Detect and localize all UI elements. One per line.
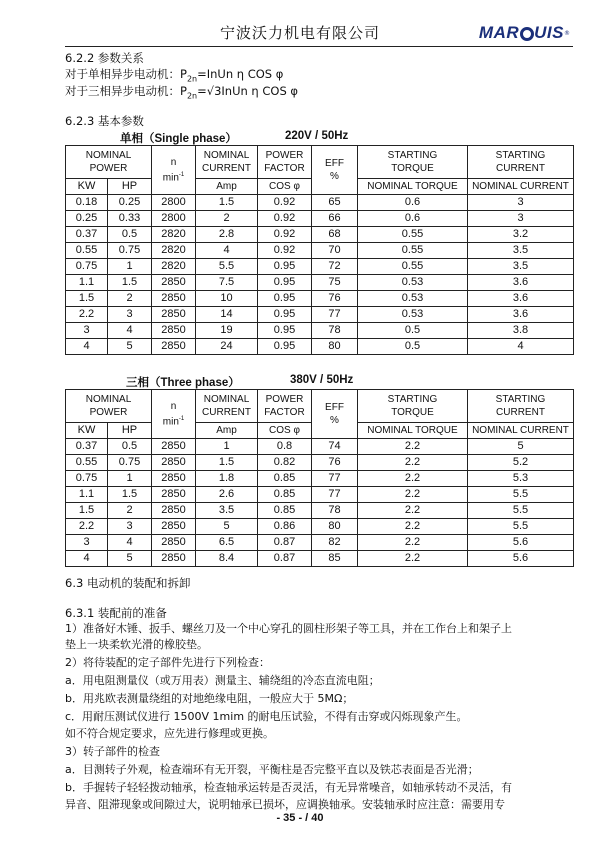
table-cell: 0.75 [66,471,108,487]
header-nominal-power: NOMINAL POWER [66,146,152,179]
table-cell: 1.5 [196,455,258,471]
table-cell: 77 [312,471,358,487]
table-cell: 0.75 [108,243,152,259]
table-row [66,259,574,275]
header-cos: COS φ [258,179,312,195]
table-cell: 0.37 [66,227,108,243]
single-phase-caption: 单相（Single phase） [120,133,237,145]
table-cell: 3.6 [468,291,574,307]
section-631-heading: 6.3.1 装配前的准备 [65,606,167,620]
table-cell: 0.6 [358,211,468,227]
table-cell: 1 [108,259,152,275]
page-number: - 35 - / 40 [276,812,324,824]
table-cell: 2 [196,211,258,227]
header-amp: Amp [196,423,258,439]
table-cell: 1.5 [196,195,258,211]
single-phase-table [65,145,574,355]
table-cell: 4 [108,535,152,551]
table-cell: 0.53 [358,307,468,323]
table-cell: 0.55 [358,227,468,243]
table-cell: 0.53 [358,275,468,291]
table-cell: 0.86 [258,519,312,535]
table-row [66,551,574,567]
paragraph-line: b．手握转子轻轻拨动轴承，检查轴承运转是否灵活，有无异常噪音，如轴承转动不灵活，有 [65,781,512,794]
table-cell: 3 [468,195,574,211]
table-cell: 78 [312,503,358,519]
table-cell: 3.5 [468,259,574,275]
three-phase-table [65,389,574,567]
table-cell: 1.8 [196,471,258,487]
table-cell: 0.82 [258,455,312,471]
header-hp: HP [108,423,152,439]
paragraph-line: b．用兆欧表测量绕组的对地绝缘电阻，一般应大于 5MΩ； [65,692,354,705]
table-row [66,455,574,471]
table-cell: 2.2 [358,535,468,551]
table-cell: 75 [312,275,358,291]
table-cell: 2.2 [358,471,468,487]
table-row [66,243,574,259]
table-cell: 2.2 [358,551,468,567]
table-cell: 0.55 [358,259,468,275]
header-eff: EFF % [312,146,358,195]
table-cell: 0.25 [66,211,108,227]
table-cell: 76 [312,455,358,471]
table-cell: 2820 [152,243,196,259]
table-row [66,339,574,355]
table-cell: 5.2 [468,455,574,471]
table-cell: 3.2 [468,227,574,243]
table-cell: 5.6 [468,535,574,551]
header-amp: Amp [196,179,258,195]
table-cell: 2820 [152,259,196,275]
table-row [66,211,574,227]
paragraph-line: 异音、阻滞现象或间隙过大，说明轴承已损坏，应调换轴承。安装轴承时应注意：需要用专 [65,798,505,811]
table-cell: 0.87 [258,535,312,551]
table-cell: 3.6 [468,275,574,291]
table-cell: 2.2 [358,503,468,519]
header-starting-torque: STARTING TORQUE [358,146,468,179]
table-row [66,307,574,323]
table-cell: 5.6 [468,551,574,567]
table-cell: 0.55 [66,243,108,259]
table-cell: 3.5 [196,503,258,519]
table-cell: 0.75 [108,455,152,471]
header-nominal-current: NOMINAL CURRENT [196,390,258,423]
table-cell: 4 [66,551,108,567]
table-cell: 2850 [152,307,196,323]
table-cell: 70 [312,243,358,259]
table-cell: 72 [312,259,358,275]
table-cell: 24 [196,339,258,355]
table-cell: 0.75 [66,259,108,275]
table-cell: 0.85 [258,503,312,519]
table-cell: 0.25 [108,195,152,211]
header-power-factor: POWER FACTOR [258,146,312,179]
table-row [66,195,574,211]
table-cell: 5.5 [468,519,574,535]
table-cell: 3.8 [468,323,574,339]
table-cell: 2850 [152,275,196,291]
table-cell: 2850 [152,439,196,455]
table-cell: 1.5 [108,487,152,503]
header-kw: KW [66,179,108,195]
header-nominal-power: NOMINAL POWER [66,390,152,423]
paragraph-line: 如不符合规定要求，应先进行修理或更换。 [65,727,274,740]
table-cell: 0.92 [258,195,312,211]
table-cell: 14 [196,307,258,323]
table-row [66,291,574,307]
table-row [66,227,574,243]
table-cell: 0.5 [108,227,152,243]
table-cell: 5.5 [468,487,574,503]
table-cell: 10 [196,291,258,307]
table-cell: 1 [196,439,258,455]
table-cell: 0.55 [66,455,108,471]
table-cell: 0.85 [258,471,312,487]
header-nominal-torque: NOMINAL TORQUE [358,423,468,439]
table-cell: 0.95 [258,275,312,291]
table-row [66,535,574,551]
table-cell: 2820 [152,227,196,243]
table-cell: 0.95 [258,291,312,307]
single-phase-formula: 对于单相异步电动机：$P_{2n}=InUn$ η COS φ [65,67,284,84]
table-cell: 2 [108,503,152,519]
table-row [66,323,574,339]
table-cell: 0.92 [258,243,312,259]
table-row [66,439,574,455]
table-cell: 5.5 [196,259,258,275]
single-phase-voltage: 220V / 50Hz [285,130,349,142]
table-cell: 4 [66,339,108,355]
header-speed: n $\min^{-1}$ [152,146,196,195]
table-cell: 0.95 [258,307,312,323]
header-kw: KW [66,423,108,439]
table-cell: 80 [312,339,358,355]
section-623-heading: 6.2.3 基本参数 [65,114,144,128]
table-cell: 2850 [152,503,196,519]
table-cell: 78 [312,323,358,339]
table-cell: 68 [312,227,358,243]
table-cell: 4 [468,339,574,355]
table-cell: 0.87 [258,551,312,567]
three-phase-voltage: 380V / 50Hz [290,374,354,386]
table-cell: 2.2 [358,455,468,471]
table-cell: 8.4 [196,551,258,567]
table-cell: 3 [108,519,152,535]
header-nominal-torque: NOMINAL TORQUE [358,179,468,195]
table-cell: 0.5 [108,439,152,455]
three-phase-formula: 对于三相异步电动机：$P_{2n}=√3InUn$ η COS φ [65,84,298,101]
table-cell: 5 [196,519,258,535]
table-row [66,503,574,519]
table-cell: 2800 [152,195,196,211]
table-cell: 0.92 [258,227,312,243]
header-speed: n $\min^{-1}$ [152,390,196,439]
header-nominal-current-sub: NOMINAL CURRENT [468,423,574,439]
paragraph-line: 垫上一块柔软光滑的橡胶垫。 [65,638,208,651]
paragraph-line: a．用电阻测量仪（或万用表）测量主、辅绕组的冷态直流电阻； [65,674,380,687]
table-cell: 5 [108,551,152,567]
header-starting-torque: STARTING TORQUE [358,390,468,423]
table-cell: 0.95 [258,259,312,275]
table-cell: 1 [108,471,152,487]
table-cell: 3.6 [468,307,574,323]
table-cell: 3 [66,535,108,551]
table-cell: 1.5 [66,291,108,307]
table-cell: 0.18 [66,195,108,211]
table-cell: 3 [108,307,152,323]
table-cell: 2850 [152,519,196,535]
paragraph-line: a．目测转子外观，检查端环有无开裂，平衡柱是否完整平直以及铁芯表面是否光滑； [65,763,479,776]
header-nominal-current-sub: NOMINAL CURRENT [468,179,574,195]
header-nominal-current: NOMINAL CURRENT [196,146,258,179]
table-cell: 5.3 [468,471,574,487]
table-cell: 2.2 [358,519,468,535]
table-cell: 2850 [152,471,196,487]
paragraph-line: 2）将待装配的定子部件先进行下列检查： [65,656,270,669]
table-cell: 2800 [152,211,196,227]
table-cell: 76 [312,291,358,307]
table-cell: 65 [312,195,358,211]
table-cell: 1.1 [66,487,108,503]
table-row [66,275,574,291]
table-row [66,519,574,535]
three-phase-caption: 三相（Three phase） [126,377,240,389]
table-cell: 3.5 [468,243,574,259]
table-cell: 77 [312,307,358,323]
table-cell: 0.95 [258,323,312,339]
section-63-heading: 6.3 电动机的装配和拆卸 [65,576,191,590]
table-cell: 0.33 [108,211,152,227]
table-row [66,471,574,487]
table-cell: 80 [312,519,358,535]
table-cell: 5 [468,439,574,455]
table-cell: 19 [196,323,258,339]
table-cell: 0.85 [258,487,312,503]
table-cell: 0.95 [258,339,312,355]
table-cell: 1.1 [66,275,108,291]
header-eff: EFF % [312,390,358,439]
table-cell: 2850 [152,455,196,471]
table-cell: 0.53 [358,291,468,307]
table-cell: 2 [108,291,152,307]
paragraph-line: c．用耐压测试仪进行 1500V 1mim 的耐电压试验，不得有击穿或闪烁现象产生。 [65,710,468,723]
table-cell: 77 [312,487,358,503]
table-cell: 66 [312,211,358,227]
table-cell: 5.5 [468,503,574,519]
table-cell: 4 [108,323,152,339]
paragraph-line: 1）准备好木锤、扳手、螺丝刀及一个中心穿孔的圆柱形架子等工具，并在工作台上和架子上 [65,622,512,635]
table-cell: 0.92 [258,211,312,227]
section-622-heading: 6.2.2 参数关系 [65,51,144,65]
table-cell: 85 [312,551,358,567]
table-cell: 1.5 [66,503,108,519]
table-cell: 2.2 [66,519,108,535]
company-title: 宁波沃力机电有限公司 [219,24,380,42]
table-cell: 0.37 [66,439,108,455]
table-cell: 2850 [152,551,196,567]
table-cell: 2850 [152,535,196,551]
table-cell: 2850 [152,291,196,307]
table-cell: 2.8 [196,227,258,243]
header-starting-current: STARTING CURRENT [468,146,574,179]
header-power-factor: POWER FACTOR [258,390,312,423]
header-cos: COS φ [258,423,312,439]
header-starting-current: STARTING CURRENT [468,390,574,423]
table-cell: 0.55 [358,243,468,259]
header-hp: HP [108,179,152,195]
table-cell: 2.6 [196,487,258,503]
table-cell: 2850 [152,323,196,339]
logo-ring-icon [520,27,534,41]
table-cell: 2.2 [66,307,108,323]
marquis-logo: M A R UIS ® [478,23,570,42]
table-cell: 1.5 [108,275,152,291]
table-cell: 2850 [152,339,196,355]
table-cell: 5 [108,339,152,355]
table-cell: 0.5 [358,339,468,355]
table-cell: 74 [312,439,358,455]
table-cell: 4 [196,243,258,259]
table-cell: 2.2 [358,487,468,503]
table-cell: 0.8 [258,439,312,455]
table-cell: 82 [312,535,358,551]
table-cell: 6.5 [196,535,258,551]
table-cell: 0.6 [358,195,468,211]
table-cell: 3 [468,211,574,227]
table-cell: 2850 [152,487,196,503]
paragraph-line: 3）转子部件的检查 [65,745,160,758]
table-cell: 7.5 [196,275,258,291]
header-divider [65,46,573,47]
table-cell: 0.5 [358,323,468,339]
table-cell: 3 [66,323,108,339]
table-cell: 2.2 [358,439,468,455]
table-row [66,487,574,503]
